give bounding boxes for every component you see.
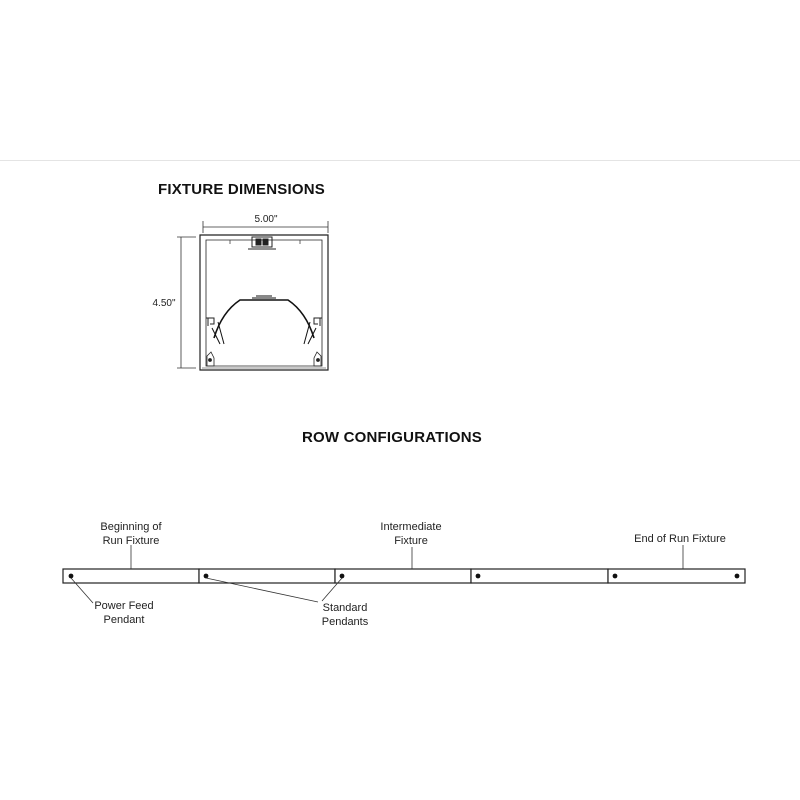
end-pendant-point [735,574,740,579]
beginning-of-run-label-line2: Run Fixture [102,535,160,547]
lens-detail [212,296,316,344]
row-configuration [63,521,745,628]
mounting-channel [248,237,276,249]
fixture-segment-1 [63,569,199,583]
standard-pendants-label-line2: Pendants [321,616,369,628]
intermediate-fixture-label-line2: Fixture [394,535,428,547]
fixture-dimensions-heading: FIXTURE DIMENSIONS [158,181,325,198]
height-dimension [177,237,196,368]
housing-outline [200,235,328,370]
end-of-run-fixture-label: End of Run Fixture [634,533,726,545]
standard-pendant-point [340,574,345,579]
standard-pendant-point [613,574,618,579]
fixture-segment-4 [471,569,608,583]
fixture-run [63,569,745,583]
side-clips [206,318,322,326]
width-label: 5.00" [254,214,278,225]
beginning-of-run-label-line1: Beginning of [100,521,162,533]
lens-arc [214,300,314,338]
fixture-cross-section [152,212,328,370]
standard-pendant-point [204,574,209,579]
fixture-segment-5 [608,569,745,583]
intermediate-fixture-label-line1: Intermediate [380,521,442,533]
standard-pendants-label-line1: Standard [322,602,368,614]
row-configurations-heading: ROW CONFIGURATIONS [302,429,482,446]
power-feed-pendant-label-line1: Power Feed [94,600,154,612]
height-label: 4.50" [152,298,176,309]
standard-pendant-point [476,574,481,579]
fixture-segment-3 [335,569,471,583]
power-feed-pendant-point [69,574,74,579]
power-feed-pendant-label-line2: Pendant [103,614,145,626]
